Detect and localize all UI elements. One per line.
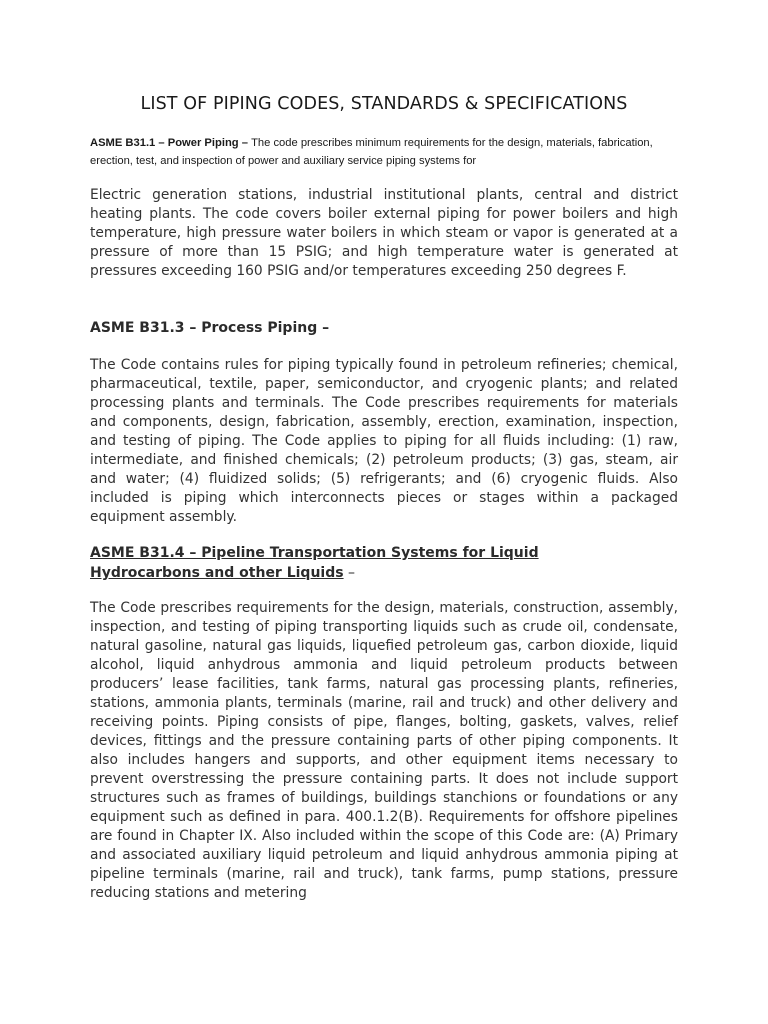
paragraph-b311-scope: Electric generation stations, industrial institutional plants, central and district heating plants. The code covers boiler external piping for power boilers and high temperature, high pressure water boilers in which steam or vapor is generated at a pressure of more than 15 PSIG; and high temperature water is generated at pressures exceeding 160 PSIG and/or temperatures exceeding 250 degrees F. <box>90 187 678 279</box>
intro-paragraph <box>90 134 678 170</box>
document-title: LIST OF PIPING CODES, STANDARDS & SPECIFICATIONS <box>140 94 628 114</box>
heading-b313: ASME B31.3 – Process Piping – <box>90 320 330 336</box>
intro-text: The code prescribes minimum requirements for the design, materials, fabrication, erection, test, and inspection of power and auxiliary service piping systems for <box>90 137 653 167</box>
heading-b314 <box>90 543 678 583</box>
paragraph-b314-body: The Code prescribes requirements for the design, materials, construction, assembly, inspection, and testing of piping transporting liquids such as crude oil, condensate, natural gasoline, natural gas liquids, liquefied petroleum gas, carbon dioxide, liquid alcohol, liquid anhydrous ammonia and liquid petroleum products between producers’ lease facilities, tank farms, natural gas processing plants, refineries, stations, ammonia plants, terminals (marine, rail and truck) and other delivery and receiving points. Piping consists of pipe, flanges, bolting, gaskets, valves, relief devices, fittings and the pressure containing parts of other piping components. It also includes hangers and supports, and other equipment items necessary to prevent overstressing the pressure containing parts. It does not include support structures such as frames of buildings, buildings stanchions or foundations or any equipment such as defined in para. 400.1.2(B). Requirements for offshore pipelines are found in Chapter IX. Also included within the scope of this Code are: (A) Primary and associated auxiliary liquid petroleum and liquid anhydrous ammonia piping at pipeline terminals (marine, rail and truck), tank farms, pump stations, pressure reducing stations and metering <box>90 600 678 901</box>
intro-name: Power Piping <box>167 137 239 149</box>
intro-dash-1: – <box>155 137 168 149</box>
heading-b314-line2: Hydrocarbons and other Liquids <box>90 565 344 581</box>
paragraph-b313-body: The Code contains rules for piping typically found in petroleum refineries; chemical, pharmaceutical, textile, paper, semiconductor, and cryogenic plants; and related processing plants and terminals. The Code prescribes requirements for materials and components, design, fabrication, assembly, erection, examination, inspection, and testing of piping. The Code applies to piping for all fluids including: (1) raw, intermediate, and finished chemicals; (2) petroleum products; (3) gas, steam, air and water; (4) fluidized solids; (5) refrigerants; and (6) cryogenic fluids. Also included is piping which interconnects pieces or stages within a packaged equipment assembly. <box>90 357 678 525</box>
heading-b314-line1: ASME B31.4 – Pipeline Transportation Systems for Liquid <box>90 545 539 561</box>
intro-dash-2: – <box>238 137 252 149</box>
heading-b314-suffix: – <box>343 565 356 581</box>
intro-code: ASME B31.1 <box>90 137 156 149</box>
